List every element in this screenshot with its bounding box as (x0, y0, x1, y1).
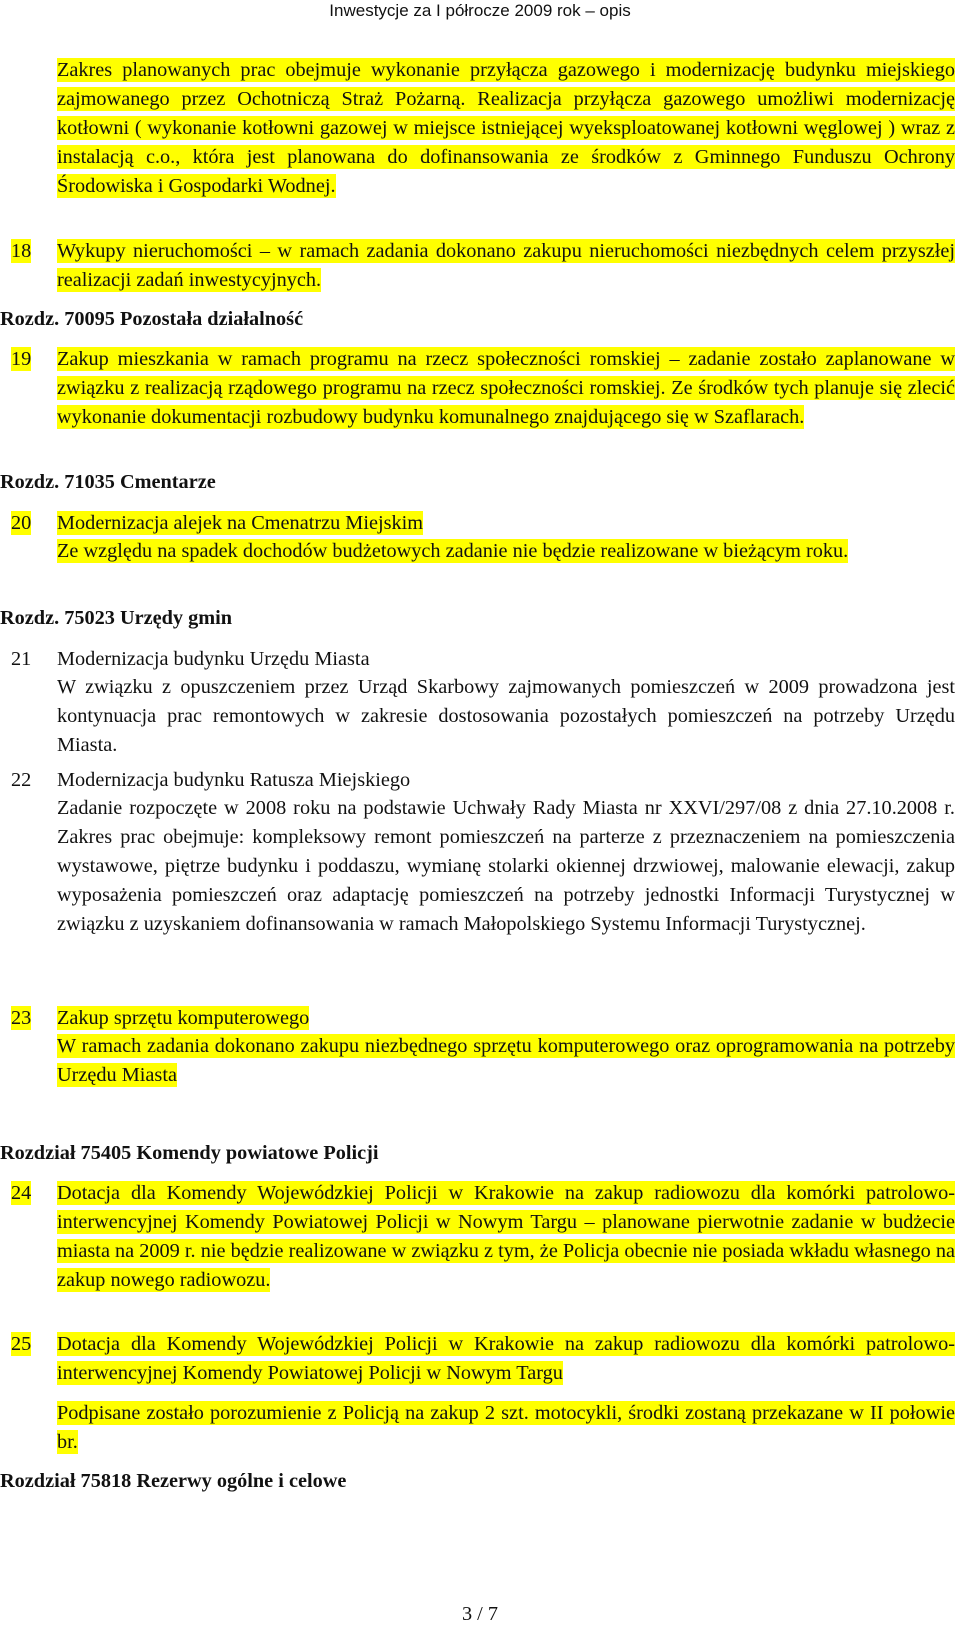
item-18-title: Wykupy nieruchomości – w ramach zadania dokonano zakupu nieruchomości niezbędnych celem przyszłej realizacji zadań inwestycyjnych. (57, 240, 955, 291)
item-number: 18 (11, 240, 32, 262)
intro-paragraph (57, 56, 955, 201)
intro-text: Zakres planowanych prac obejmuje wykonanie przyłącza gazowego i modernizację budynku miejskiego zajmowanego przez Ochotniczą Straż Pożarną. Realizacja przyłącza gazowego umożliwi modernizację kotłowni ( wykonanie kotłowni gazowej w miejsce istniejącej wyeksploatowanej kotłowni węglowej ) wraz z instalacją c.o., która jest planowana do dofinansowania ze środków z Gminnego Funduszu Ochrony Środowiska i Gospodarki Wodnej. (57, 59, 955, 197)
item-number: 21 (11, 648, 32, 670)
section-heading-71035: Rozdz. 71035 Cmentarze (0, 471, 216, 493)
item-19-title: Zakup mieszkania w ramach programu na rzecz społeczności romskiej – zadanie zostało zaplanowane w związku z realizacją rządowego programu na rzecz społeczności romskiej. Ze środków tych planuje się zlecić wykonanie dokumentacji rozbudowy budynku komunalnego znajdującego się w Szaflarach. (57, 348, 955, 428)
item-22-description: Zadanie rozpoczęte w 2008 roku na podstawie Uchwały Rady Miasta nr XXVI/297/08 z dnia 27.10.2008 r. Zakres prac obejmuje: kompleksowy remont pomieszczeń na parterze z przeznaczeniem na pomieszczenia wystawowe, piętrze budynku i poddaszu, wymianę stolarki okiennej drzwiowej, malowanie elewacji, zakup wyposażenia pomieszczeń oraz adaptację pomieszczeń na potrzeby jednostki Informacji Turystycznej w związku z uzyskaniem dofinansowania w ramach Małopolskiego Systemu Informacji Turystycznej. (57, 797, 955, 935)
item-number: 24 (11, 1182, 32, 1204)
item-25-description: Podpisane zostało porozumienie z Policją na zakup 2 szt. motocykli, środki zostaną przekazane w II połowie br. (57, 1402, 955, 1453)
item-22-title: Modernizacja budynku Ratusza Miejskiego (57, 769, 411, 791)
item-21-description: W związku z opuszczeniem przez Urząd Skarbowy zajmowanych pomieszczeń w 2009 prowadzona jest kontynuacja prac remontowych w zakresie dostosowania pozostałych pomieszczeń na potrzeby Urzędu Miasta. (57, 676, 955, 756)
item-21-title: Modernizacja budynku Urzędu Miasta (57, 648, 370, 670)
item-23-title: Zakup sprzętu komputerowego (57, 1007, 310, 1029)
section-heading-75023: Rozdz. 75023 Urzędy gmin (0, 607, 233, 629)
item-24-title: Dotacja dla Komendy Wojewódzkiej Policji w Krakowie na zakup radiowozu dla komórki patrolowo-interwencyjnej Komendy Powiatowej Policji w Nowym Targu – planowane pierwotnie zadanie w budżecie miasta na 2009 r. nie będzie realizowane w związku z tym, że Policja obecnie nie posiada wkładu własnego na zakup nowego radiowozu. (57, 1182, 955, 1291)
item-number: 20 (11, 512, 32, 534)
item-20-title: Modernizacja alejek na Cmenatrzu Miejskim (57, 512, 424, 534)
item-23-description: W ramach zadania dokonano zakupu niezbędnego sprzętu komputerowego oraz oprogramowania na potrzeby Urzędu Miasta (57, 1035, 955, 1086)
item-number: 19 (11, 348, 32, 370)
section-heading-70095: Rozdz. 70095 Pozostała działalność (0, 308, 304, 330)
section-heading-75405: Rozdział 75405 Komendy powiatowe Policji (0, 1142, 379, 1164)
page-number: 3 / 7 (461, 1603, 499, 1625)
section-heading-75818: Rozdział 75818 Rezerwy ogólne i celowe (0, 1470, 347, 1492)
page-header: Inwestycje za I półrocze 2009 rok – opis (329, 1, 631, 20)
item-25-title: Dotacja dla Komendy Wojewódzkiej Policji w Krakowie na zakup radiowozu dla komórki patrolowo-interwencyjnej Komendy Powiatowej Policji w Nowym Targu (57, 1333, 955, 1384)
item-number: 25 (11, 1333, 32, 1355)
item-number: 22 (11, 769, 32, 791)
item-20-description: Ze względu na spadek dochodów budżetowych zadanie nie będzie realizowane w bieżącym roku. (57, 540, 849, 562)
item-number: 23 (11, 1007, 32, 1029)
